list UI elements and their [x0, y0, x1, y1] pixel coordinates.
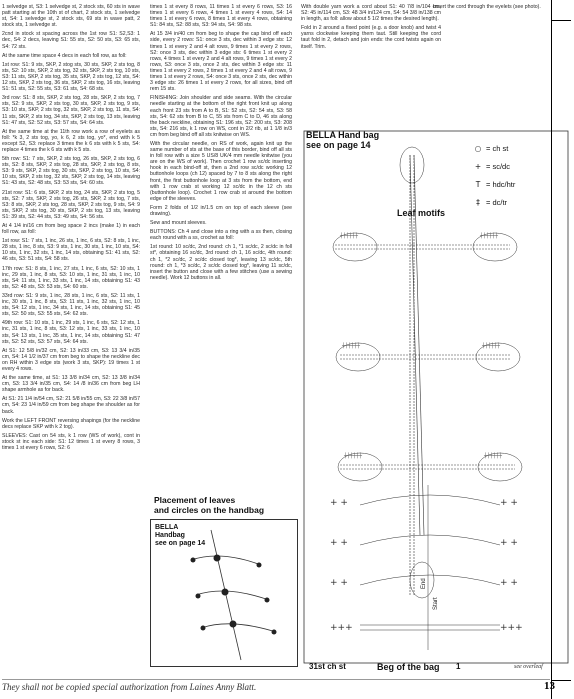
- text-column-3: [301, 4, 441, 53]
- paragraph: Work the LEFT FRONT reversing shapings (for the neckline decs replace SKP with k 2 tog).: [2, 417, 140, 430]
- stitch-legend: [470, 140, 515, 212]
- svg-text:+ +: + +: [500, 578, 518, 588]
- paragraph: 33rd row: S1: 9 sts, 1 inc, 28 sts, 1 inc, 6 sts, S2: 11 sts, 1 inc, 30 sts, 1 inc, 8 sts, S3: 11 sts, 1 inc, 32 sts, 1 inc, 10 sts, S4: 12 sts, 1 inc, 34 sts, 1 inc, 14 sts, obtaining S1: 45 sts, S2: 50 sts, S3: 55 sts, S4: 62 sts.: [2, 292, 140, 318]
- paragraph: Form 2 folds of 1/2 in/1.5 cm on top of each sleeve (see drawing).: [150, 204, 292, 217]
- stitch-symbol-icon: T: [475, 180, 481, 189]
- chain-31-label: 31st ch st: [309, 662, 346, 671]
- legend-label: = hdc/htr: [486, 180, 516, 189]
- copyright-footer: They shall not be copied special authorization from Laines Anny Blatt.: [2, 682, 257, 692]
- placement-drawing: [151, 520, 297, 666]
- svg-text:┼┼┼┼┼┼: ┼┼┼┼┼┼: [342, 343, 361, 349]
- placement-title: [154, 495, 264, 515]
- paragraph: 1st round: 10 sc/dc, 2nd round: ch 1, *1 sc/dc, 2 sc/dc in foll st*, obtaining 16 sc/dc, 3rd round: ch 1, 16 sc/dc, 4th round: ch 1, *2 sc/dc, 2 sc/dc closed tog*, leaving 13 sc/dc, 5th round: ch 1, *3 sc/dc, 2 sc/dc closed tog*, leaving 11 sc/dc, insert the button and close with a few stitches (use a sewing needle). Work 12 buttons in all.: [150, 244, 292, 281]
- svg-text:+ +: + +: [500, 538, 518, 548]
- placement-box-line2: Handbag: [155, 532, 185, 539]
- legend-item: [470, 158, 515, 176]
- paragraph: With double yarn work a cord about S1: 40 7/8 in/104 cm, S2: 45 in/114 cm, S3: 48 3/4 in/124 cm, S4: 54 3/8 in/138 cm in length, as foll: allow about 5 1/2 times the desired length).: [301, 4, 441, 23]
- legend-label: = ch st: [486, 144, 509, 153]
- paragraph: At the same time, at S1: 13 3/8 in/34 cm, S2: 13 3/8 in/34 cm, S3: 13 3/4 in/35 cm, S4: 14 /8 in/36 cm from beg LH shape armhole as for back.: [2, 375, 140, 394]
- svg-text:+++: +++: [500, 623, 523, 633]
- placement-title-line1: Placement of leaves: [154, 495, 236, 505]
- paragraph: BUTTONS: Ch 4 and close into a ring with a ss then, closing each round with a ss, crochet as foll:: [150, 229, 292, 242]
- paragraph: At 4 1/4 in/16 cm from beg space 2 incs (make 1) in each foll row, as foll:: [2, 223, 140, 236]
- paragraph: 1st row: S1: 9 sts, SKP, 2 stog sts, 30 sts, SKP, 2 sts tog, 8 sts, S2: 10 sts, SKP, 2 sts tog, 32 sts, SKP, 2 sts tog, 10 sts, S3: 11 sts, SKP, 2 sts tog, 35 sts, SKP, 2 sts tog, 12 sts, S4: 12 sts, SKP, 2 sts tog, 36 sts, SKP, 2 sts tog, 16 sts, leaving S1: 51 sts, S2: 55 sts, S3: 61 sts, S4: 68 sts.: [2, 61, 140, 93]
- legend-item: [470, 176, 515, 194]
- end-label: End: [421, 578, 427, 589]
- paragraph: 17th row: S1: 8 sts, 1 inc, 27 sts, 1 inc, 6 sts, S2: 10 sts, 1 inc, 29 sts, 1 inc, 8 sts, S3: 10 sts, 1 inc, 31 sts, 1 inc, 10 sts, S4: 11 sts, 1 inc, 33 sts, 1 inc, 14 sts, obtaining S1: 43 sts, S2: 48 sts, S3: 53 sts, S4: 60 sts.: [2, 265, 140, 290]
- svg-text:┼┼┼┼┼┼: ┼┼┼┼┼┼: [480, 233, 499, 239]
- footer-rule: [2, 679, 550, 680]
- paragraph: At the same time at the 11th row work a row of eyelets as foll: *k 3, 2 sts tog, yo, k 6, 2 sts tog, yo*, end with k 5 except S2, S3: replace 3 times the k 6 sts with k 5 sts, S4: replace 4 times the k 6 sts with k 5 sts.: [2, 128, 140, 153]
- svg-text:┼┼┼┼┼┼: ┼┼┼┼┼┼: [484, 453, 503, 459]
- legend-label: = dc/tr: [486, 198, 508, 207]
- placement-diagram: [150, 495, 298, 670]
- placement-box-line3: see on page 14: [155, 540, 206, 547]
- stitch-symbol-icon: ○: [474, 144, 482, 153]
- legend-title-line2: see on page 14: [306, 140, 371, 150]
- svg-text:┼┼┼┼┼┼: ┼┼┼┼┼┼: [482, 343, 501, 349]
- leaf-motif-diagram: [300, 125, 572, 670]
- paragraph: times 1 st every 8 rows, 11 times 1 st every 6 rows, S3: 16 times 1 st every 6 rows, 4 times 1 st every 4 rows, S4: 14 times 1 st every 6 rows, 8 times 1 st every 4 rows, obtaining S1: 84 sts, S2: 88 sts, S3: 94 sts, S4: 98 sts.: [150, 4, 292, 29]
- svg-text:+ +: + +: [330, 538, 348, 548]
- paragraph: 49th row: S1: 10 sts, 1 inc, 29 sts, 1 inc, 6 sts, S2: 12 sts, 1 inc, 31 sts, 1 inc, 8 sts, S3: 12 sts, 1 inc, 33 sts, 1 inc, 10 sts, S4: 13 sts, 1 inc, 35 sts, 1 inc, 14 sts, obtaining S1: 47 sts, S2: 52 sts, S3: 57 sts, S4: 64 sts.: [2, 320, 140, 345]
- leaf-motifs-title: Leaf motifs: [397, 208, 446, 218]
- legend-title: [306, 130, 379, 150]
- paragraph: At S1: 12 5/8 in/32 cm, S2: 13 in/33 cm, S3: 13 3/4 in/35 cm, S4: 14 1/2 in/37 cm from beg to shape the neckline dec on RH within 3 edge sts (work 3 sts, SKP): 19 times 1 st every 4 rows.: [2, 347, 140, 372]
- svg-text:┼┼┼┼┼┼: ┼┼┼┼┼┼: [340, 233, 359, 239]
- paragraph: SLEEVES: Cast on 54 sts, k 1 row (WS of work), cont in stock st inc each side: S1: 12 times 1 st every 8 rows, 3 times 1 st every 6 rows, S2: 6: [2, 432, 140, 451]
- legend-item: [470, 140, 515, 158]
- right-margin-bar: [551, 0, 572, 699]
- legend-item: [470, 194, 515, 212]
- paragraph: Fold in 2 around a fixed point (e.g. a door knob) and twist 4 yarns clockwise keeping them taut. Still keeping the cord taut fold in 2, detach and join ends: the cord twists again on itself. Trim.: [301, 25, 441, 50]
- beg-of-bag-title: Beg of the bag: [377, 662, 440, 672]
- paragraph: 21st row: S1: 6 sts, SKP, 2 sts tog, 24 sts, SKP, 2 sts tog, 5 sts, S2: 7 sts, SKP, 2 sts tog, 26 sts, SKP, 2 sts tog, 7 sts, S3: 8 sts, SKP, 2 sts tog, 28 sts, SKP, 2 sts tog, 9 sts, S4: 9 sts, SKP, 2 sts tog, 30 sts, SKP, 2 sts tog, 13 sts, leaving S1: 39 sts, S2: 44 sts, S3: 49 sts, S4: 56 sts.: [2, 189, 140, 220]
- paragraph: With the circular needle, on RS of work, again knit up the same number of sts at the base of this border, bind off all sts in foll row with a size 5 US/8 UK/4 mm needle knitwise (you are on the WS of work). Then crochet 1 row sc/dc inserting hook in each bind-off st, then a 2nd row sc/dc working 12 buttonhole loops (ch 12) spaced by 7 to 8 sts along the right front, the first buttonhole loop at 3 sts from the bottom, end with 1 row crab st working 12 sc/dc in the 12 ch sts (buttonhole loop). Crochet 1 row crab st around the bottom edge of the sleeves.: [150, 140, 292, 202]
- page-number: 13: [544, 680, 555, 692]
- text-column-2: [150, 4, 292, 284]
- paragraph: Sew and mount sleeves.: [150, 220, 207, 227]
- text-column-1: [2, 4, 140, 454]
- svg-text:+ +: + +: [500, 498, 518, 508]
- stitch-symbol-icon: ‡: [476, 198, 480, 207]
- paragraph: At 15 3/4 in/40 cm from beg to shape the cap bind off each side, every 2 rows: S1: once 3 sts, dec within 3 edge sts: 12 times 1 st every 2 and 4 alt rows, 9 times 1 st every 2 rows, S2: once 3 sts, dec within 3 edge sts: 6 times 1 st every 2 rows, 4 times 1 st every 2 and 4 alt rows, 9 times 1 st every 2 rows, S3: once 3 sts, once 2 sts, dec within 3 edge sts: 11 times 1 st every 2 rows, 2 times 1 st every 2 and 4 alt rows, 9 times 1 st every 2 rows, S4: once 3 sts, once 2 sts, dec within 3 edge sts: 26 times 1 st every 2 rows, for all sizes, bind off rem 15 sts.: [150, 31, 292, 93]
- chain-1-label: 1: [456, 662, 461, 671]
- paragraph: 2cnd in stock st spacing across the 1st row S1: S2,S3: 1 dec, S4: 2 decs, leaving S1: 55 sts, S2: 50 sts, S3: 65 sts, S4: 72 sts.: [2, 31, 140, 50]
- placement-box-line1: BELLA: [155, 524, 179, 531]
- svg-text:+++: +++: [330, 623, 353, 633]
- text-column-4: [433, 4, 569, 13]
- paragraph: FINISHING: Join shoulder and side seams. With the circular needle starting at the bottom of the right front knit up along each front 23 sts from A to B, S1: 52 sts, S2: 54 sts, S3: 58 sts, S4: 62 sts from B to C, 55 sts from C to D, 46 sts along the back neckline, obtaining S1: 196 sts, S2: 200 sts, S3: 208 sts, S4: 216 sts, k 1 row on WS, cont in 2/2 rib, at 1 1/8 in/3 cm from beg bind off all sts knitwise on WS.: [150, 95, 292, 138]
- placement-box: [150, 519, 298, 667]
- svg-text:+ +: + +: [330, 578, 348, 588]
- paragraph: 5th row: S1: 7 sts, SKP, 2 sts tog, 26 sts, SKP, 2 sts tog, 6 sts, S2: 8 sts, SKP, 2 sts tog, 28 sts, SKP, 2 sts tog, 8 sts, S3: 9 sts, SKP, 2 sts tog, 30 sts, SKP, 2 sts tog, 10 sts, S4: 10 sts, SKP, 2 sts tog, 32 sts, SKP, 2 sts tog, 14 sts, leaving S1: 43 sts, S2: 48 sts, S3: 53 sts, S4: 60 sts.: [2, 156, 140, 187]
- margin-mark: [551, 20, 571, 21]
- paragraph: Insert the cord through the eyelets (see photo).: [433, 4, 541, 10]
- legend-label: = sc/dc: [486, 162, 510, 171]
- svg-text:┼┼┼┼┼┼: ┼┼┼┼┼┼: [344, 453, 363, 459]
- see-overleaf: see overleaf: [514, 664, 543, 670]
- paragraph: At the same time space 4 decs in each foll row, as foll:: [2, 52, 127, 59]
- paragraph: 1 selvedge st, S3: 1 selvedge st, 2 stock sts, 60 sts in wave patt starting at the 10th st of chart, 2 stock sts, 1 selvedge st, S4: 1 selvedge st, 2 stock sts, 69 sts in wave patt, 2 stock sts, 1 selvedge st.: [2, 4, 140, 29]
- legend-title-line1: BELLA Hand bag: [306, 130, 380, 140]
- paragraph: At S1: 21 1/4 in/54 cm, S2: 21 5/8 in/55 cm, S3: 22 3/8 in/57 cm, S4: 23 1/4 in/59 cm from beg shape the shoulder as for back.: [2, 396, 140, 415]
- placement-title-line2: and circles on the handbag: [154, 505, 265, 515]
- paragraph: 1st row: S1: 7 sts, 1 inc, 26 sts, 1 inc, 6 sts, S2: 8 sts, 1 inc, 28 sts, 1 inc, 8 sts, S3: 9 sts, 1 inc, 30 sts, 1 inc, 10 sts, S4: 10 sts, 1 inc, 32 sts, 1 inc, 14 sts, obtaining S1: 41 sts, S2: 46 sts, S3: 51 sts, S4: 58 sts.: [2, 238, 140, 263]
- paragraph: 3rd row: S1: 8 sts, SKP, 2 sts tog, 28 sts, SKP, 2 sts tog, 7 sts, S2: 9 sts, SKP, 2 sts tog, 30 sts, SKP, 2 sts tog, 9 sts, S3: 10 sts, SKP, 2 sts tog, 32 sts, SKP, 2 sts tog, 11 sts, S4: 11 sts, SKP, 2 sts tog, 34 sts, SKP, 2 sts tog, 13 sts, leaving S1: 47 sts, S2: 52 sts, S3: 57 sts, S4: 64 sts.: [2, 95, 140, 126]
- stitch-symbol-icon: +: [474, 162, 482, 171]
- start-label: Start: [433, 597, 439, 610]
- svg-text:+ +: + +: [330, 498, 348, 508]
